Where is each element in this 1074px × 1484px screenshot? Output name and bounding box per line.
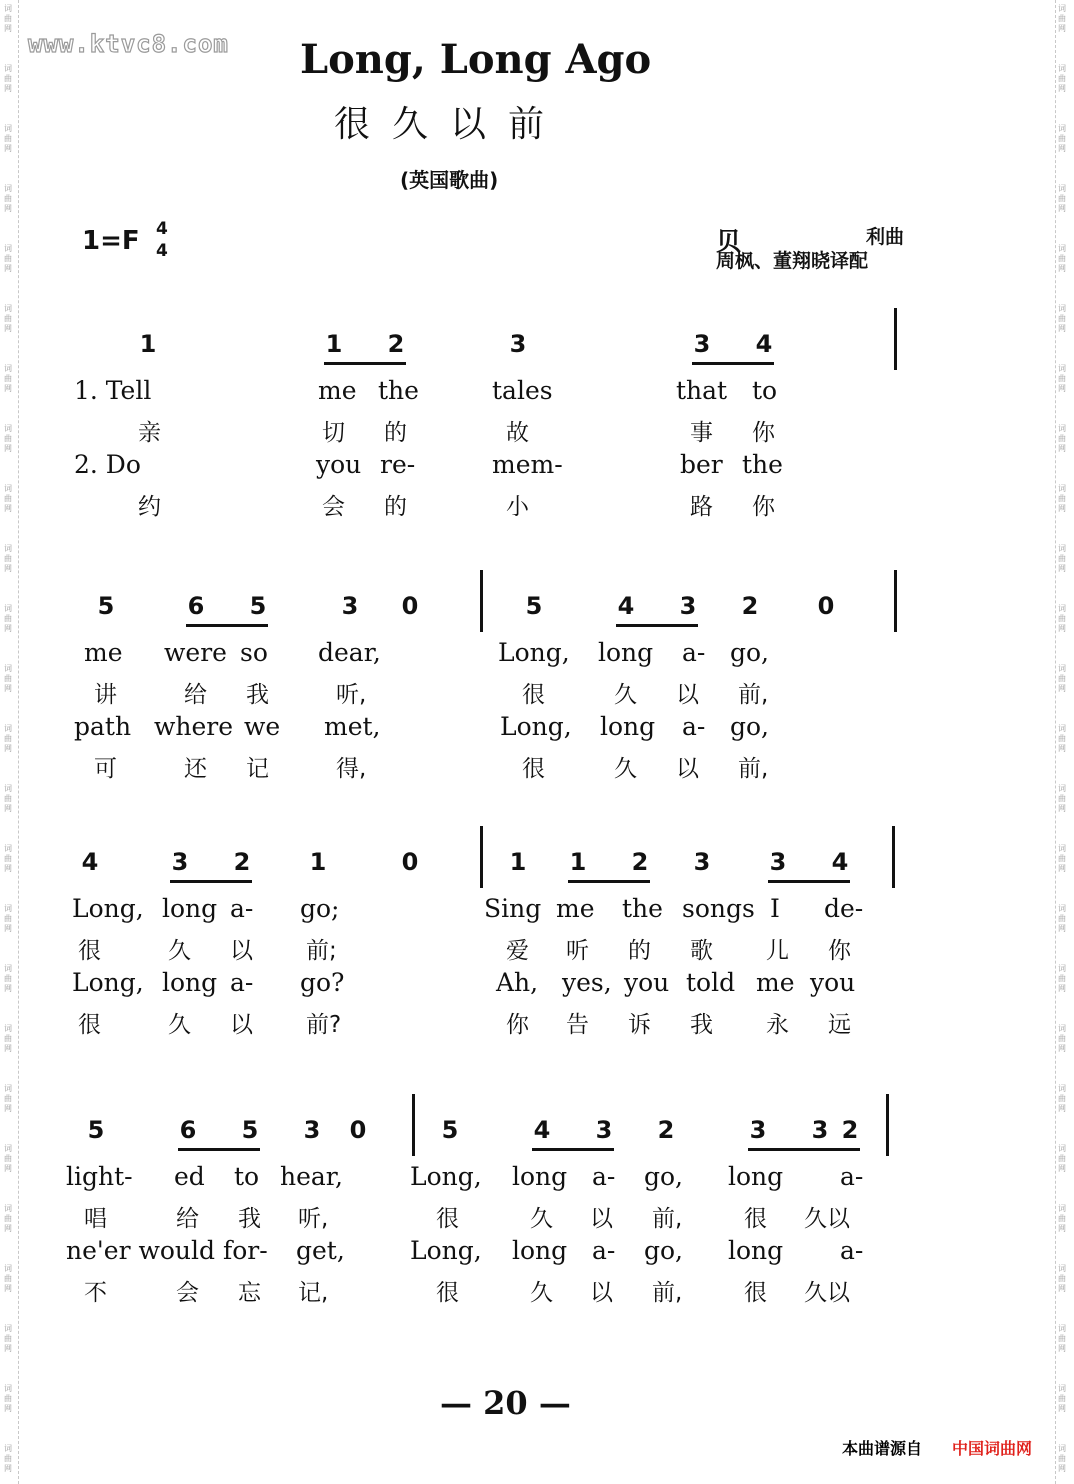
composer-name-b: 利曲 <box>865 226 904 248</box>
note: 2 <box>657 1116 675 1144</box>
lyric-chinese: 你 <box>506 1012 529 1038</box>
note: 6 <box>187 592 205 620</box>
margin-watermark-text: 词 曲 网 <box>4 424 12 453</box>
lyric-chinese: 久 <box>614 682 637 708</box>
lyric-chinese: 事 <box>690 420 713 446</box>
lyric-chinese: 我 <box>690 1012 713 1038</box>
lyric-english: hear, <box>280 1162 343 1191</box>
eighth-note-beam <box>692 362 774 365</box>
eighth-note-beam <box>532 1148 614 1151</box>
lyric-english: re- <box>380 450 416 479</box>
lyric-english: me <box>556 894 595 923</box>
lyric-chinese: 路 <box>690 494 713 520</box>
note: 5 <box>525 592 543 620</box>
margin-watermark-text: 词 曲 网 <box>1058 544 1066 573</box>
margin-watermark-text: 词 曲 网 <box>4 604 12 633</box>
margin-watermark-text: 词 曲 网 <box>1058 244 1066 273</box>
lyric-english: that <box>676 376 728 405</box>
lyric-english: a- <box>682 712 706 741</box>
lyric-english: long <box>598 638 654 667</box>
margin-watermark-text: 词 曲 网 <box>1058 1444 1066 1473</box>
lyric-english: a- <box>230 894 254 923</box>
lyric-chinese: 很 <box>436 1280 459 1306</box>
lyric-chinese: 很 <box>78 1012 101 1038</box>
lyric-chinese: 前, <box>652 1280 683 1306</box>
note: 0 <box>401 592 419 620</box>
lyric-english: told <box>686 968 736 997</box>
eighth-note-beam <box>748 1148 860 1151</box>
lyric-chinese: 很 <box>522 682 545 708</box>
margin-watermark-text: 词 曲 网 <box>4 1324 12 1353</box>
lyric-chinese: 记, <box>298 1280 329 1306</box>
eighth-note-beam <box>324 362 406 365</box>
lyric-english: Ah, <box>496 968 539 997</box>
margin-watermark-text: 词 曲 网 <box>1058 1384 1066 1413</box>
lyric-chinese: 久以 <box>804 1280 850 1306</box>
lyric-chinese: 前, <box>738 756 769 782</box>
note: 1 <box>309 848 327 876</box>
eighth-note-beam <box>170 880 252 883</box>
lyric-english: go, <box>644 1236 684 1265</box>
margin-watermark-text: 词 曲 网 <box>4 1084 12 1113</box>
lyric-chinese: 不 <box>84 1280 107 1306</box>
margin-watermark-text: 词 曲 网 <box>1058 1024 1066 1053</box>
lyric-english: de- <box>824 894 864 923</box>
lyric-chinese: 歌 <box>690 938 713 964</box>
lyric-english: mem- <box>492 450 563 479</box>
lyric-chinese: 小 <box>506 494 529 520</box>
lyric-english: go, <box>730 712 770 741</box>
lyric-chinese: 切 <box>322 420 345 446</box>
translator-credit: 周枫、董翔晓译配 <box>716 250 869 272</box>
lyric-chinese: 约 <box>138 494 161 520</box>
margin-watermark-text: 词 曲 网 <box>4 4 12 33</box>
source-site: 中国词曲网 <box>952 1439 1033 1458</box>
eighth-note-beam <box>768 880 850 883</box>
lyric-english: 1. Tell <box>74 376 152 405</box>
time-signature-bottom: 4 <box>156 241 168 261</box>
lyric-chinese: 久 <box>168 1012 191 1038</box>
bar-line <box>886 1094 889 1156</box>
lyric-english: to <box>752 376 778 405</box>
lyric-chinese: 儿 <box>766 938 789 964</box>
lyric-english: Long, <box>500 712 572 741</box>
lyric-chinese: 前, <box>738 682 769 708</box>
song-title-english: Long, Long Ago <box>300 36 652 83</box>
lyric-english: long <box>728 1236 784 1265</box>
note: 4 <box>755 330 773 358</box>
lyric-chinese: 听 <box>566 938 589 964</box>
note: 3 <box>303 1116 321 1144</box>
lyric-chinese: 会 <box>176 1280 199 1306</box>
lyric-english: you <box>810 968 856 997</box>
page-number: — 20 — <box>440 1384 571 1422</box>
margin-watermark-text: 词 曲 网 <box>1058 964 1066 993</box>
lyric-chinese: 的 <box>628 938 651 964</box>
margin-watermark-text: 词 曲 网 <box>1058 1264 1066 1293</box>
composer-name-a: 贝 <box>716 227 742 256</box>
lyric-english: get, <box>296 1236 345 1265</box>
note: 3 <box>171 848 189 876</box>
note: 5 <box>249 592 267 620</box>
right-margin-watermark <box>1055 0 1072 1484</box>
lyric-chinese: 听, <box>336 682 367 708</box>
margin-watermark-text: 词 曲 网 <box>4 544 12 573</box>
note: 5 <box>241 1116 259 1144</box>
lyric-chinese: 你 <box>752 494 775 520</box>
lyric-english: Long, <box>498 638 570 667</box>
note: 4 <box>533 1116 551 1144</box>
lyric-chinese: 永 <box>766 1012 789 1038</box>
song-title-chinese: 很久以前 <box>334 104 567 145</box>
note: 4 <box>831 848 849 876</box>
margin-watermark-text: 词 曲 网 <box>1058 1084 1066 1113</box>
lyric-english: Long, <box>410 1162 482 1191</box>
lyric-english: a- <box>230 968 254 997</box>
key-signature: 1=F <box>82 226 140 256</box>
lyric-chinese: 给 <box>176 1206 199 1232</box>
lyric-chinese: 前; <box>306 938 337 964</box>
margin-watermark-text: 词 曲 网 <box>4 184 12 213</box>
note: 4 <box>81 848 99 876</box>
lyric-chinese: 很 <box>522 756 545 782</box>
note: 3 <box>509 330 527 358</box>
note: 2 <box>841 1116 859 1144</box>
note: 3 <box>693 330 711 358</box>
lyric-chinese: 久 <box>614 756 637 782</box>
note: 5 <box>87 1116 105 1144</box>
bar-line <box>480 826 483 888</box>
lyric-english: you <box>316 450 362 479</box>
lyric-chinese: 很 <box>78 938 101 964</box>
lyric-english: 2. Do <box>74 450 141 479</box>
lyric-english: I <box>770 894 780 923</box>
lyric-english: me <box>756 968 795 997</box>
margin-watermark-text: 词 曲 网 <box>1058 784 1066 813</box>
lyric-english: where <box>154 712 234 741</box>
lyric-english: long <box>600 712 656 741</box>
bar-line <box>480 570 483 632</box>
lyric-english: a- <box>682 638 706 667</box>
lyric-english: ed <box>174 1162 205 1191</box>
lyric-chinese: 还 <box>184 756 207 782</box>
lyric-english: yes, <box>562 968 612 997</box>
note: 0 <box>349 1116 367 1144</box>
source-prefix: 本曲谱源自 <box>842 1439 923 1458</box>
margin-watermark-text: 词 曲 网 <box>4 304 12 333</box>
margin-watermark-text: 词 曲 网 <box>4 844 12 873</box>
note: 1 <box>509 848 527 876</box>
margin-watermark-text: 词 曲 网 <box>4 1384 12 1413</box>
lyric-english: the <box>742 450 783 479</box>
lyric-chinese: 讲 <box>94 682 117 708</box>
margin-watermark-text: 词 曲 网 <box>4 1204 12 1233</box>
lyric-chinese: 爱 <box>506 938 529 964</box>
lyric-english: long <box>162 968 218 997</box>
lyric-chinese: 以 <box>230 1012 253 1038</box>
margin-watermark-text: 词 曲 网 <box>1058 484 1066 513</box>
lyric-english: long <box>512 1236 568 1265</box>
eighth-note-beam <box>568 880 650 883</box>
lyric-english: light- <box>66 1162 133 1191</box>
lyric-chinese: 给 <box>184 682 207 708</box>
note: 0 <box>817 592 835 620</box>
lyric-chinese: 我 <box>246 682 269 708</box>
lyric-english: the <box>622 894 663 923</box>
note: 3 <box>769 848 787 876</box>
lyric-english: go; <box>300 894 340 923</box>
margin-watermark-text: 词 曲 网 <box>1058 724 1066 753</box>
lyric-chinese: 以 <box>590 1280 613 1306</box>
margin-watermark-text: 词 曲 网 <box>1058 364 1066 393</box>
lyric-english: tales <box>492 376 553 405</box>
lyric-english: me <box>318 376 357 405</box>
margin-watermark-text: 词 曲 网 <box>1058 304 1066 333</box>
margin-watermark-text: 词 曲 网 <box>1058 604 1066 633</box>
lyric-english: Long, <box>410 1236 482 1265</box>
lyric-chinese: 久 <box>530 1280 553 1306</box>
time-signature <box>156 218 168 262</box>
bar-line <box>412 1094 415 1156</box>
lyric-chinese: 很 <box>744 1280 767 1306</box>
note: 1 <box>325 330 343 358</box>
lyric-english: long <box>162 894 218 923</box>
bar-line <box>892 826 895 888</box>
lyric-english: ne'er would for- <box>66 1236 268 1265</box>
lyric-english: a- <box>592 1236 616 1265</box>
lyric-chinese: 你 <box>828 938 851 964</box>
note: 2 <box>233 848 251 876</box>
note: 1 <box>569 848 587 876</box>
lyric-chinese: 可 <box>94 756 117 782</box>
lyric-english: me <box>84 638 123 667</box>
lyric-english: were <box>164 638 227 667</box>
note: 1 <box>139 330 157 358</box>
lyric-chinese: 以 <box>590 1206 613 1232</box>
margin-watermark-text: 词 曲 网 <box>4 364 12 393</box>
lyric-english: met, <box>324 712 381 741</box>
eighth-note-beam <box>616 624 698 627</box>
time-signature-top: 4 <box>156 219 168 239</box>
note: 2 <box>631 848 649 876</box>
note: 6 <box>179 1116 197 1144</box>
note: 3 <box>811 1116 829 1144</box>
note: 3 <box>341 592 359 620</box>
lyric-chinese: 得, <box>336 756 367 782</box>
lyric-english: Sing <box>484 894 542 923</box>
margin-watermark-text: 词 曲 网 <box>4 724 12 753</box>
note: 4 <box>617 592 635 620</box>
lyric-chinese: 唱 <box>84 1206 107 1232</box>
lyric-english: ber <box>680 450 723 479</box>
left-margin-watermark <box>2 0 19 1484</box>
bar-line <box>894 570 897 632</box>
note: 3 <box>693 848 711 876</box>
lyric-english: so <box>240 638 268 667</box>
margin-watermark-text: 词 曲 网 <box>4 784 12 813</box>
margin-watermark-text: 词 曲 网 <box>1058 1204 1066 1233</box>
margin-watermark-text: 词 曲 网 <box>4 664 12 693</box>
margin-watermark-text: 词 曲 网 <box>1058 4 1066 33</box>
lyric-english: you <box>624 968 670 997</box>
lyric-chinese: 远 <box>828 1012 851 1038</box>
margin-watermark-text: 词 曲 网 <box>1058 1324 1066 1353</box>
lyric-english: a- <box>840 1162 864 1191</box>
lyric-chinese: 诉 <box>628 1012 651 1038</box>
lyric-english: the <box>378 376 419 405</box>
lyric-english: Long, <box>72 968 144 997</box>
lyric-chinese: 的 <box>384 420 407 446</box>
note: 3 <box>749 1116 767 1144</box>
note: 3 <box>595 1116 613 1144</box>
lyric-english: dear, <box>318 638 381 667</box>
lyric-chinese: 亲 <box>138 420 161 446</box>
margin-watermark-text: 词 曲 网 <box>1058 424 1066 453</box>
lyric-english: songs <box>682 894 755 923</box>
lyric-chinese: 以 <box>676 756 699 782</box>
lyric-english: a- <box>840 1236 864 1265</box>
note: 2 <box>741 592 759 620</box>
lyric-chinese: 的 <box>384 494 407 520</box>
lyric-chinese: 久 <box>168 938 191 964</box>
note: 5 <box>97 592 115 620</box>
lyric-chinese: 很 <box>436 1206 459 1232</box>
margin-watermark-text: 词 曲 网 <box>1058 64 1066 93</box>
margin-watermark-text: 词 曲 网 <box>4 1144 12 1173</box>
lyric-chinese: 前? <box>306 1012 342 1038</box>
lyric-english: go? <box>300 968 345 997</box>
note: 3 <box>679 592 697 620</box>
margin-watermark-text: 词 曲 网 <box>1058 844 1066 873</box>
song-origin: (英国歌曲) <box>400 168 499 192</box>
margin-watermark-text: 词 曲 网 <box>4 244 12 273</box>
lyric-chinese: 久 <box>530 1206 553 1232</box>
margin-watermark-text: 词 曲 网 <box>4 1024 12 1053</box>
lyric-chinese: 记 <box>246 756 269 782</box>
lyric-chinese: 很 <box>744 1206 767 1232</box>
lyric-chinese: 听, <box>298 1206 329 1232</box>
margin-watermark-text: 词 曲 网 <box>4 1444 12 1473</box>
note: 2 <box>387 330 405 358</box>
margin-watermark-text: 词 曲 网 <box>4 964 12 993</box>
lyric-english: go, <box>730 638 770 667</box>
margin-watermark-text: 词 曲 网 <box>4 1264 12 1293</box>
lyric-english: long <box>728 1162 784 1191</box>
lyric-english: long <box>512 1162 568 1191</box>
eighth-note-beam <box>186 624 268 627</box>
lyric-chinese: 前, <box>652 1206 683 1232</box>
margin-watermark-text: 词 曲 网 <box>1058 184 1066 213</box>
lyric-english: to <box>234 1162 260 1191</box>
margin-watermark-text: 词 曲 网 <box>1058 664 1066 693</box>
lyric-chinese: 故 <box>506 420 529 446</box>
margin-watermark-text: 词 曲 网 <box>1058 124 1066 153</box>
note: 0 <box>401 848 419 876</box>
lyric-english: a- <box>592 1162 616 1191</box>
margin-watermark-text: 词 曲 网 <box>1058 904 1066 933</box>
lyric-chinese: 久以 <box>804 1206 850 1232</box>
lyric-chinese: 以 <box>230 938 253 964</box>
lyric-chinese: 以 <box>676 682 699 708</box>
lyric-english: Long, <box>72 894 144 923</box>
lyric-english: we <box>244 712 281 741</box>
lyric-chinese: 告 <box>566 1012 589 1038</box>
lyric-english: go, <box>644 1162 684 1191</box>
lyric-chinese: 会 <box>322 494 345 520</box>
site-watermark: www.ktvc8.com <box>28 30 229 58</box>
margin-watermark-text: 词 曲 网 <box>1058 1144 1066 1173</box>
margin-watermark-text: 词 曲 网 <box>4 124 12 153</box>
lyric-chinese: 我 <box>238 1206 261 1232</box>
lyric-chinese: 忘 <box>238 1280 261 1306</box>
note: 5 <box>441 1116 459 1144</box>
margin-watermark-text: 词 曲 网 <box>4 904 12 933</box>
lyric-english: path <box>74 712 132 741</box>
margin-watermark-text: 词 曲 网 <box>4 484 12 513</box>
bar-line <box>894 308 897 370</box>
lyric-chinese: 你 <box>752 420 775 446</box>
margin-watermark-text: 词 曲 网 <box>4 64 12 93</box>
eighth-note-beam <box>178 1148 260 1151</box>
